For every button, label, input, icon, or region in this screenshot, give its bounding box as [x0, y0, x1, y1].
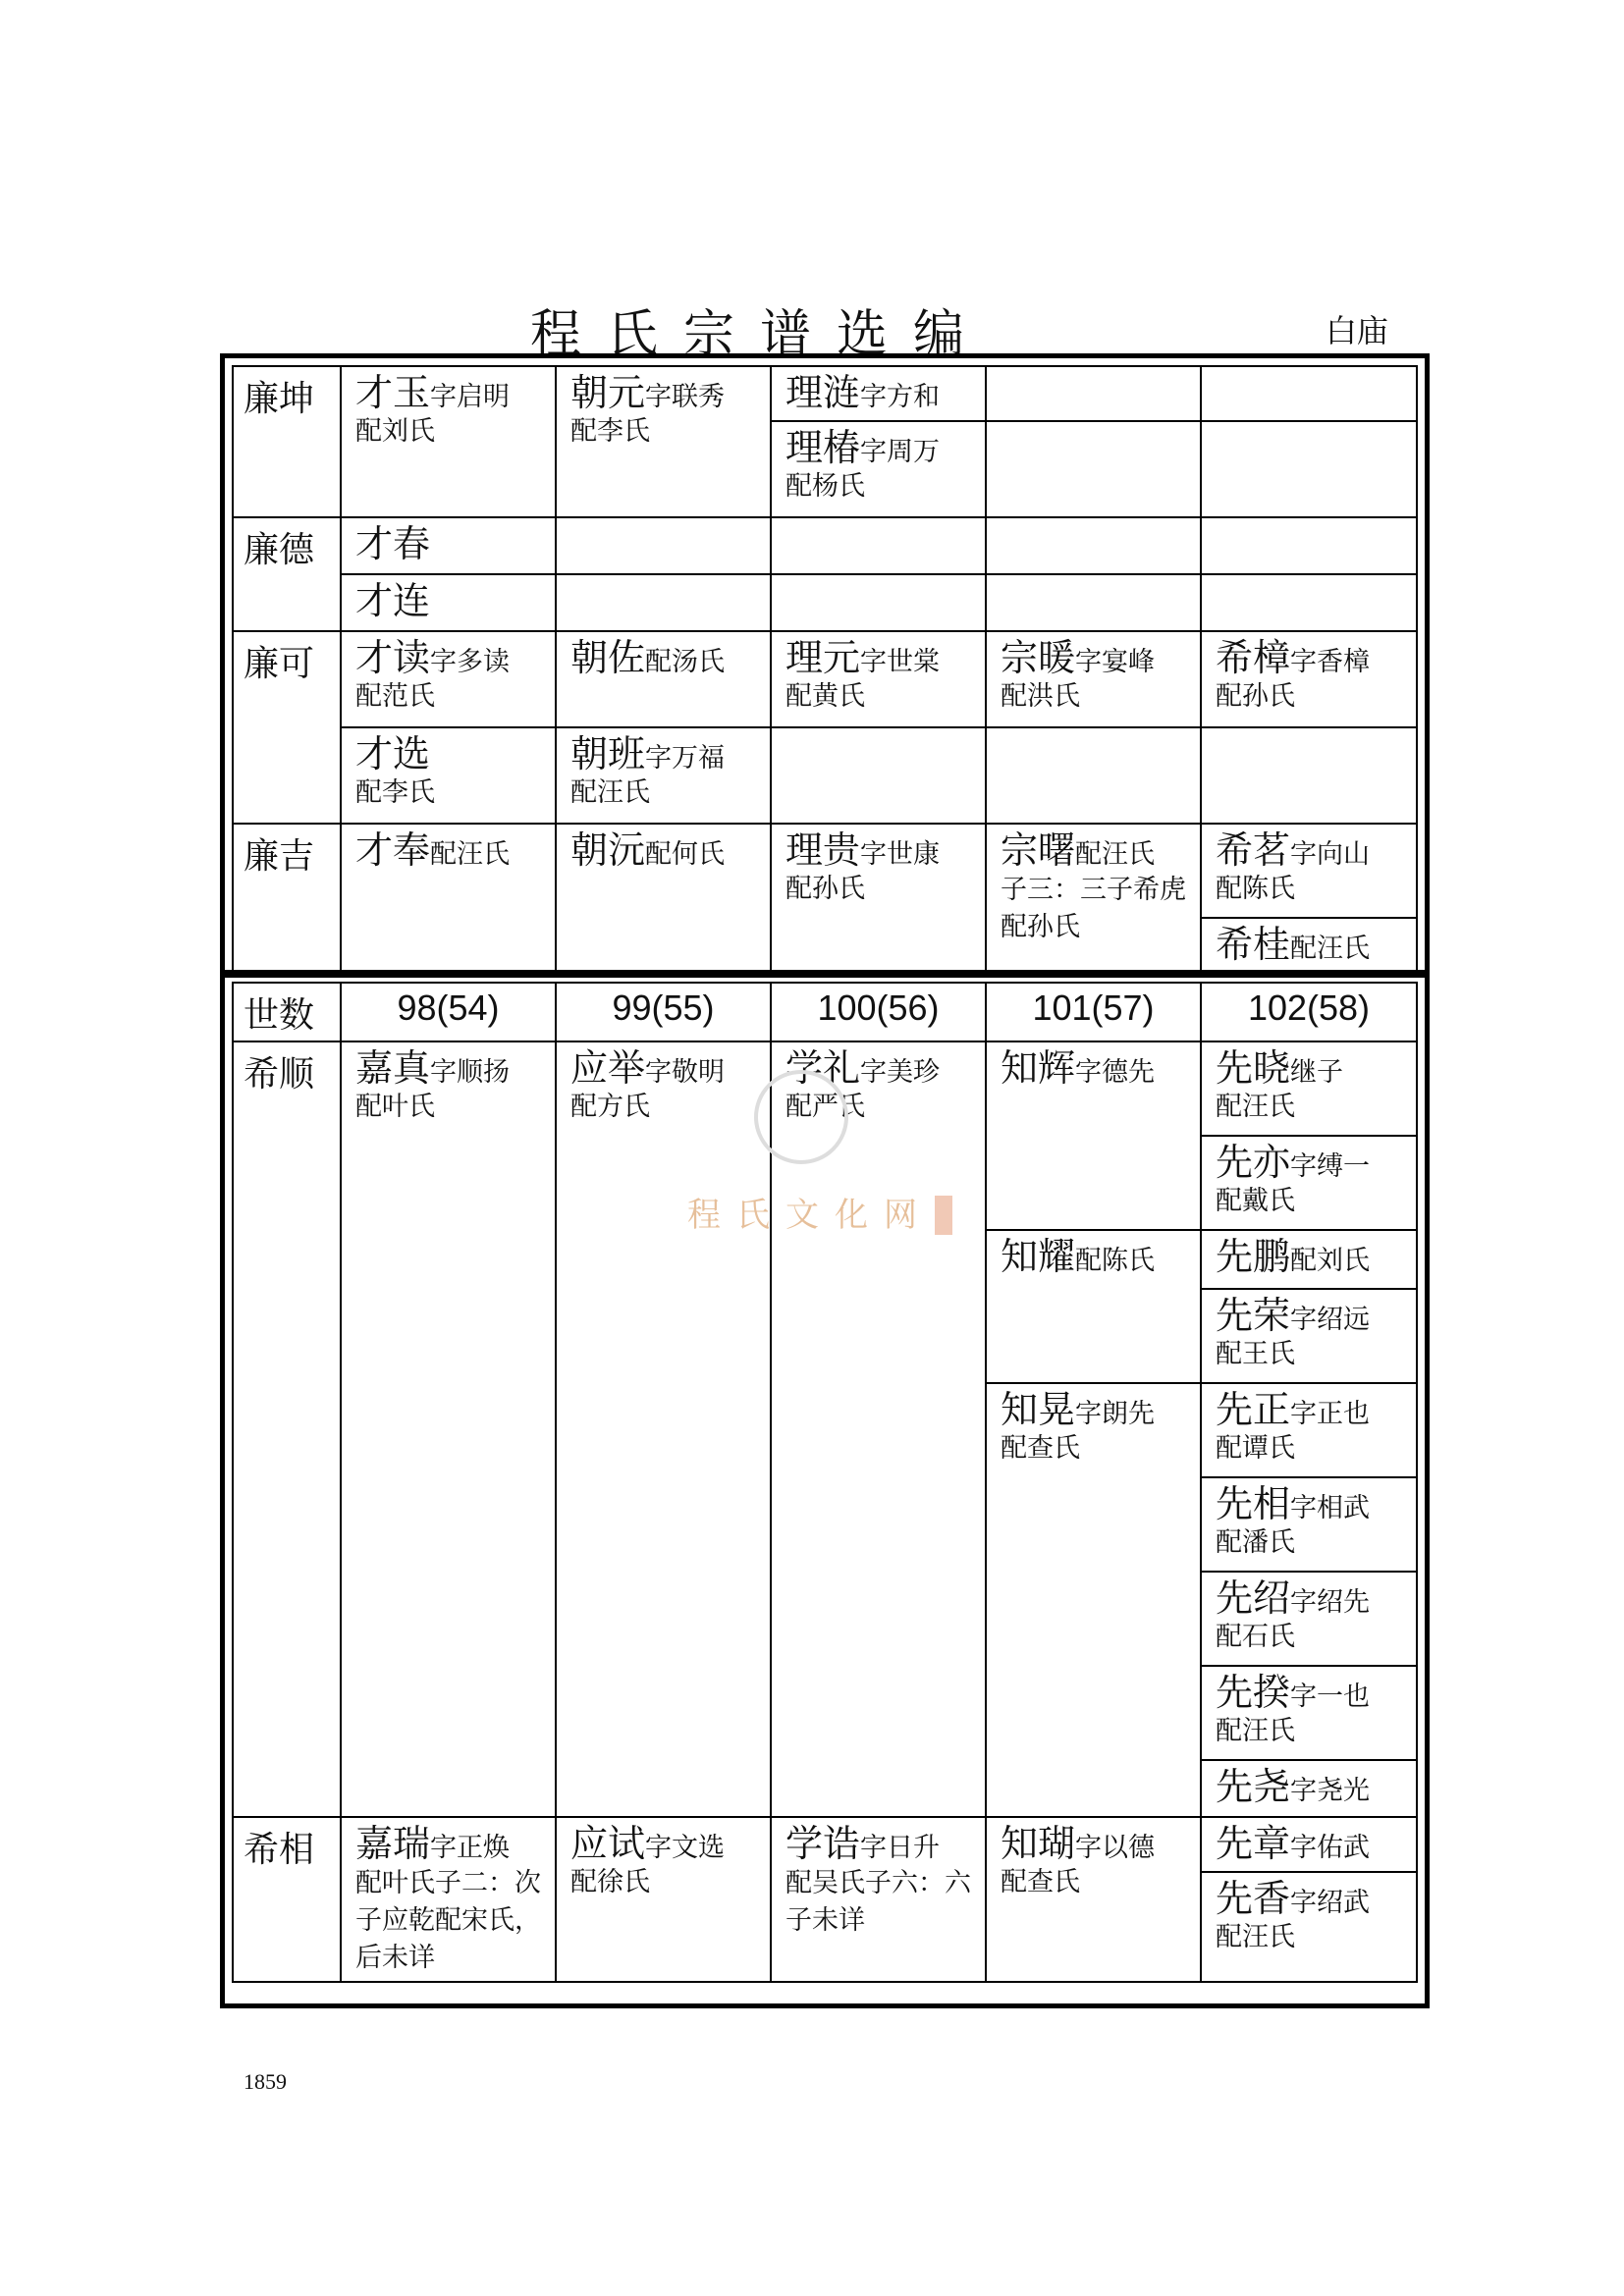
spouse: 配陈氏 [1075, 1246, 1156, 1276]
courtesy-name: 字文选 [645, 1833, 726, 1863]
person-name: 理涟 [785, 371, 861, 414]
person-name: 才玉 [355, 371, 431, 414]
spouse: 配戴氏 [1216, 1186, 1295, 1216]
person-cell [986, 1230, 1201, 1383]
person-cell [341, 1041, 556, 1817]
courtesy-name: 字绍先 [1290, 1587, 1371, 1618]
courtesy-name: 字日升 [860, 1833, 941, 1863]
spouse: 配徐氏 [570, 1867, 650, 1897]
person-cell [771, 421, 986, 517]
courtesy-name: 字顺扬 [430, 1057, 511, 1088]
empty-cell [986, 727, 1201, 824]
person-cell [556, 1817, 771, 1982]
spouse: 配查氏 [1001, 1433, 1080, 1464]
upper-genealogy-table [232, 365, 1418, 974]
person-name: 先亦 [1216, 1141, 1291, 1184]
person-name: 朝元 [570, 371, 646, 414]
spouse: 配汪氏 [1216, 1716, 1295, 1746]
person-name: 宗暖 [1001, 636, 1076, 679]
empty-cell [771, 517, 986, 574]
page-number: 1859 [244, 2069, 287, 2094]
spouse: 配王氏 [1216, 1339, 1295, 1369]
page-title: 程氏宗谱选编 [530, 305, 991, 364]
person-cell [1201, 1477, 1417, 1572]
courtesy-name: 字尧光 [1290, 1776, 1371, 1806]
person-cell [1201, 1572, 1417, 1666]
gen-cell: 希顺 [233, 1041, 341, 1817]
person-name: 理贵 [785, 828, 861, 872]
courtesy-name: 字缚一 [1290, 1151, 1371, 1182]
person-cell [1201, 1289, 1417, 1383]
spouse: 配汪氏 [1290, 934, 1371, 964]
gen-cell: 廉德 [233, 517, 341, 631]
courtesy-name: 字佑武 [1290, 1833, 1371, 1863]
spouse: 配何氏 [645, 839, 726, 870]
person-cell [771, 824, 986, 973]
empty-cell [1201, 366, 1417, 421]
spouse: 配汪氏 [1216, 1092, 1295, 1122]
person-name: 宗曙 [1001, 828, 1076, 872]
spouse: 配谭氏 [1216, 1433, 1295, 1464]
person-cell [556, 1041, 771, 1817]
person-name: 才奉 [355, 828, 431, 872]
place-label: 白庙 [1326, 312, 1389, 349]
person-name: 才春 [355, 522, 431, 565]
person-cell [1201, 918, 1417, 973]
generation-number: 98(54) [341, 983, 556, 1041]
person-cell [1201, 1230, 1417, 1289]
person-cell [1201, 1041, 1417, 1136]
spouse: 配汤氏 [645, 647, 726, 677]
person-cell [556, 366, 771, 517]
spouse: 配洪氏 [1001, 681, 1080, 712]
empty-cell [986, 517, 1201, 574]
courtesy-name: 继子 [1290, 1057, 1344, 1088]
courtesy-name: 字世棠 [860, 647, 941, 677]
watermark-stamp [935, 1196, 952, 1235]
spouse-note: 配叶氏子二：次子应乾配宋氏，后未详 [355, 1868, 541, 1973]
person-name: 知辉 [1001, 1046, 1076, 1090]
person-cell [341, 1817, 556, 1982]
spouse: 配陈氏 [1216, 874, 1295, 904]
spouse: 配严氏 [785, 1092, 865, 1122]
spouse: 配刘氏 [1290, 1246, 1371, 1276]
courtesy-name: 字香樟 [1290, 647, 1371, 677]
person-name: 先晓 [1216, 1046, 1291, 1090]
person-name: 先正 [1216, 1388, 1291, 1431]
gen-cell: 廉可 [233, 631, 341, 824]
spouse: 配查氏 [1001, 1867, 1080, 1897]
courtesy-name: 字朗先 [1075, 1399, 1156, 1429]
spouse: 配汪氏 [430, 839, 511, 870]
spouse: 配叶氏 [355, 1092, 435, 1122]
person-cell [986, 824, 1201, 973]
courtesy-name: 字正也 [1290, 1399, 1371, 1429]
courtesy-name: 字美珍 [860, 1057, 941, 1088]
empty-cell [1201, 517, 1417, 574]
courtesy-name: 字敬明 [645, 1057, 726, 1088]
person-name: 先绍 [1216, 1576, 1291, 1620]
empty-cell [771, 727, 986, 824]
generation-number: 102(58) [1201, 983, 1417, 1041]
person-cell [341, 631, 556, 727]
empty-cell [556, 574, 771, 631]
person-name: 先荣 [1216, 1294, 1291, 1337]
courtesy-name: 字多读 [430, 647, 511, 677]
watermark-seal [754, 1070, 848, 1164]
courtesy-name: 字相武 [1290, 1493, 1371, 1523]
person-cell [1201, 1872, 1417, 1982]
courtesy-name: 字宴峰 [1075, 647, 1156, 677]
person-name: 先相 [1216, 1482, 1291, 1525]
spouse: 配孙氏 [785, 874, 865, 904]
person-cell [1201, 824, 1417, 918]
spouse: 配范氏 [355, 681, 435, 712]
person-cell [1201, 1760, 1417, 1817]
children-note: 子三：三子希虎配孙氏 [1001, 875, 1186, 942]
empty-cell [771, 574, 986, 631]
gen-cell: 希相 [233, 1817, 341, 1982]
person-name: 知晃 [1001, 1388, 1076, 1431]
person-cell [341, 824, 556, 973]
spouse: 配潘氏 [1216, 1527, 1295, 1558]
person-name: 学礼 [785, 1046, 861, 1090]
courtesy-name: 字绍远 [1290, 1305, 1371, 1335]
person-cell [986, 1041, 1201, 1230]
empty-cell [986, 366, 1201, 421]
spouse: 配李氏 [355, 777, 435, 808]
person-cell [341, 727, 556, 824]
person-cell [341, 574, 556, 631]
courtesy-name: 字正焕 [430, 1833, 511, 1863]
empty-cell [1201, 727, 1417, 824]
person-name: 学诰 [785, 1822, 861, 1865]
courtesy-name: 字德先 [1075, 1057, 1156, 1088]
person-name: 嘉真 [355, 1046, 431, 1090]
spouse: 配杨氏 [785, 471, 865, 502]
person-cell [771, 631, 986, 727]
person-name: 希樟 [1216, 636, 1291, 679]
generation-header-label: 世数 [233, 983, 341, 1041]
spouse: 配刘氏 [355, 416, 435, 447]
empty-cell [556, 517, 771, 574]
spouse-note: 配吴氏子六：六子未详 [785, 1868, 971, 1936]
person-cell [1201, 1817, 1417, 1872]
empty-cell [986, 421, 1201, 517]
generation-number: 100(56) [771, 983, 986, 1041]
spouse: 配汪氏 [570, 777, 650, 808]
person-cell [341, 366, 556, 517]
person-cell [771, 1817, 986, 1982]
courtesy-name: 字万福 [645, 743, 726, 774]
courtesy-name: 字方和 [860, 382, 941, 412]
person-name: 先章 [1216, 1822, 1291, 1865]
person-cell [1201, 1136, 1417, 1230]
person-cell [771, 366, 986, 421]
person-name: 理椿 [785, 426, 861, 469]
person-name: 知耀 [1001, 1235, 1076, 1278]
person-cell [986, 1383, 1201, 1817]
spouse: 配汪氏 [1216, 1922, 1295, 1952]
person-name: 先鹏 [1216, 1235, 1291, 1278]
person-name: 朝班 [570, 732, 646, 775]
courtesy-name: 字一也 [1290, 1682, 1371, 1712]
spouse: 配汪氏 [1075, 839, 1156, 870]
person-cell [556, 631, 771, 727]
courtesy-name: 字周万 [860, 437, 941, 467]
spouse: 配李氏 [570, 416, 650, 447]
empty-cell [986, 574, 1201, 631]
person-name: 才读 [355, 636, 431, 679]
gen-cell: 廉吉 [233, 824, 341, 973]
courtesy-name: 字以德 [1075, 1833, 1156, 1863]
courtesy-name: 字启明 [430, 382, 511, 412]
spouse: 配石氏 [1216, 1622, 1295, 1652]
person-name: 先香 [1216, 1877, 1291, 1920]
spouse: 配方氏 [570, 1092, 650, 1122]
person-name: 应试 [570, 1822, 646, 1865]
person-name: 先尧 [1216, 1765, 1291, 1808]
person-cell [1201, 1383, 1417, 1477]
person-name: 朝沅 [570, 828, 646, 872]
person-cell [986, 631, 1201, 727]
person-cell [986, 1817, 1201, 1982]
courtesy-name: 字绍武 [1290, 1888, 1371, 1918]
section-divider [220, 970, 1430, 978]
person-name: 希茗 [1216, 828, 1291, 872]
courtesy-name: 字世康 [860, 839, 941, 870]
gen-cell: 廉坤 [233, 366, 341, 517]
courtesy-name: 字联秀 [645, 382, 726, 412]
person-name: 嘉瑞 [355, 1822, 431, 1865]
person-name: 应举 [570, 1046, 646, 1090]
empty-cell [1201, 574, 1417, 631]
spouse: 配黄氏 [785, 681, 865, 712]
person-name: 理元 [785, 636, 861, 679]
person-name: 希桂 [1216, 923, 1291, 966]
person-name: 才选 [355, 732, 431, 775]
generation-number: 99(55) [556, 983, 771, 1041]
person-cell [556, 727, 771, 824]
empty-cell [1201, 421, 1417, 517]
spouse: 配孙氏 [1216, 681, 1295, 712]
person-cell [556, 824, 771, 973]
person-cell [341, 517, 556, 574]
person-name: 知瑚 [1001, 1822, 1076, 1865]
person-name: 先揆 [1216, 1671, 1291, 1714]
person-cell [1201, 1666, 1417, 1760]
courtesy-name: 字向山 [1290, 839, 1371, 870]
generation-number: 101(57) [986, 983, 1201, 1041]
watermark-text: 程氏文化网 [687, 1196, 933, 1235]
person-name: 朝佐 [570, 636, 646, 679]
person-cell [1201, 631, 1417, 727]
person-name: 才连 [355, 579, 431, 622]
